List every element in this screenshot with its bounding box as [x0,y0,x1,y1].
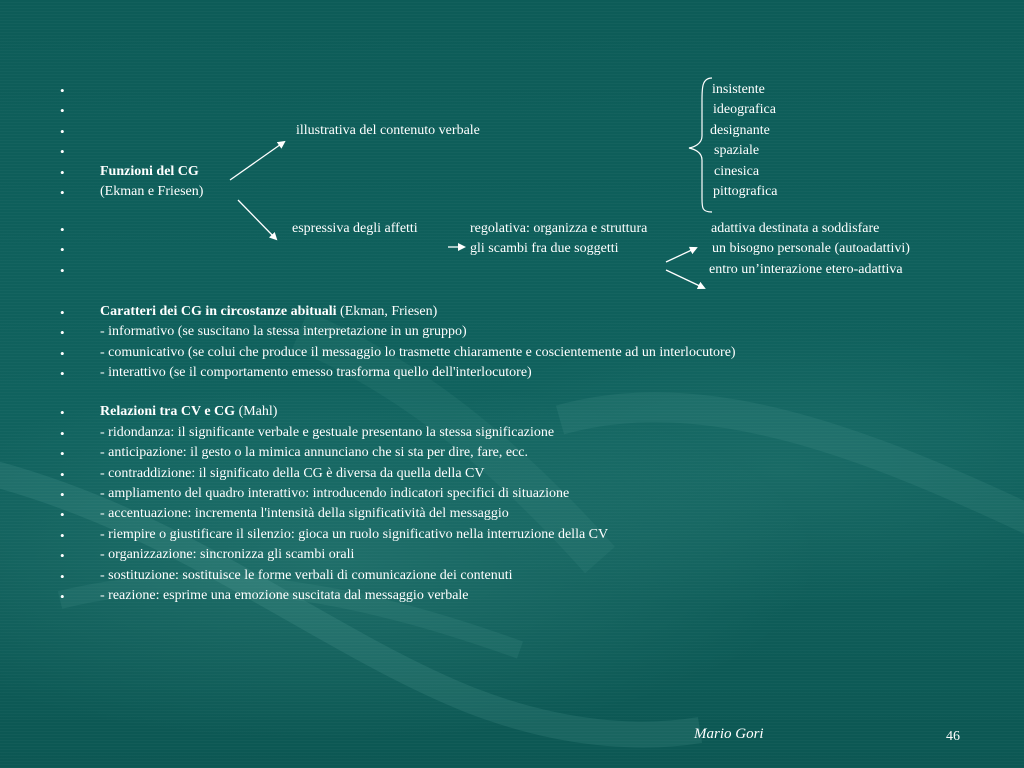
relazioni-item: - accentuazione: incrementa l'intensità della significatività del messaggio [100,506,509,521]
relazioni-item: - anticipazione: il gesto o la mimica annunciano che si sta per dire, fare, ecc. [100,445,528,460]
bullet-point: • [60,124,65,139]
bullet-point: • [60,185,65,200]
bullet-point: • [60,528,65,543]
caratteri-item: - interattivo (se il comportamento emesso trasforma quello dell'interlocutore) [100,365,532,380]
type-pittografica: pittografica [713,184,778,199]
bullet-point: • [60,165,65,180]
bullet-point: • [60,325,65,340]
footer-author: Mario Gori [694,726,764,742]
caratteri-source: (Ekman, Friesen) [336,304,438,319]
page-number: 46 [946,729,960,744]
funzioni-title: Funzioni del CG [100,164,199,179]
relazioni-heading [100,404,277,420]
adattiva-line3: entro un’interazione etero-adattiva [709,262,903,277]
bullet-point: • [60,507,65,522]
bullet-point: • [60,548,65,563]
relazioni-title: Relazioni tra CV e CG [100,404,236,419]
bullet-point: • [60,242,65,257]
relazioni-item: - ampliamento del quadro interattivo: introducendo indicatori specifici di situazione [100,486,570,501]
relazioni-item: - sostituzione: sostituisce le forme verbali di comunicazione dei contenuti [100,568,513,583]
bullet-point: • [60,305,65,320]
regolativa-line2: gli scambi fra due soggetti [470,241,619,256]
arrow-to-etero-adattiva [666,270,704,288]
bullet-point: • [60,569,65,584]
relazioni-item: - contraddizione: il significato della CG è diversa da quella della CV [100,466,485,481]
bullet-point: • [60,103,65,118]
regolativa-line1: regolativa: organizza e struttura [470,221,648,236]
arrow-to-illustrativa [230,142,284,180]
adattiva-line1: adattiva destinata a soddisfare [711,221,880,236]
adattiva-line2: un bisogno personale (autoadattivi) [712,241,910,256]
bullet-point: • [60,346,65,361]
arrow-to-autoadattivi [666,248,696,262]
type-insistente: insistente [712,82,765,97]
bullet-point: • [60,83,65,98]
caratteri-item: - informativo (se suscitano la stessa interpretazione in un gruppo) [100,324,467,339]
espressiva-label: espressiva degli affetti [292,221,418,236]
illustrativa-label: illustrativa del contenuto verbale [296,123,480,138]
funzioni-source: (Ekman e Friesen) [100,184,204,199]
bullet-point: • [60,589,65,604]
relazioni-item: - organizzazione: sincronizza gli scambi orali [100,547,355,562]
caratteri-title: Caratteri dei CG in circostanze abituali [100,304,337,319]
relazioni-item: - riempire o giustificare il silenzio: gioca un ruolo significativo nella interruzione della CV [100,527,609,542]
relazioni-item: - ridondanza: il significante verbale e gestuale presentano la stessa significazione [100,425,555,440]
type-designante: designante [710,123,770,138]
bullet-point: • [60,487,65,502]
type-cinesica: cinesica [714,164,760,179]
type-ideografica: ideografica [713,102,776,117]
bullet-point: • [60,222,65,237]
bullet-point: • [60,366,65,381]
bullet-point: • [60,144,65,159]
type-spaziale: spaziale [714,143,760,158]
bullet-point: • [60,263,65,278]
bullet-point: • [60,446,65,461]
relazioni-item: - reazione: esprime una emozione suscitata dal messaggio verbale [100,588,469,603]
arrow-to-espressiva [238,200,276,239]
bullet-point: • [60,467,65,482]
relazioni-source: (Mahl) [235,404,278,419]
bullet-point: • [60,426,65,441]
caratteri-item: - comunicativo (se colui che produce il messaggio lo trasmette chiaramente e coscientemente ad un interlocutore) [100,345,736,360]
curly-brace [689,78,712,212]
bullet-point: • [60,405,65,420]
caratteri-heading [100,304,437,320]
